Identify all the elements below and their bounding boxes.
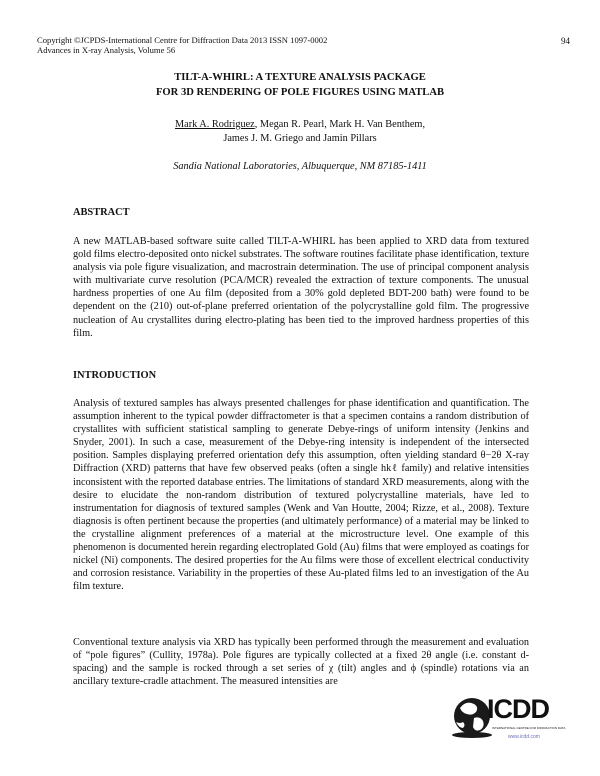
text-line: film texture.	[73, 581, 124, 593]
abstract-paragraph	[73, 235, 529, 340]
text-line: and ϕ (spindle) rotations via an ancillary texture-cradle attachment. The measured intensities are	[73, 663, 529, 688]
text-line: that have few observed peaks (often a single hkℓ family) and relative intensities inconsistent with	[73, 463, 529, 488]
introduction-heading: INTRODUCTION	[73, 370, 157, 381]
introduction-paragraph-2	[73, 636, 529, 688]
text-line: orientation defy this assumption, often yielding standard θ−2θ X-ray Diffraction (XRD) patterns	[73, 450, 529, 475]
text-line: desire to elucidate the non-random distribution of textured polycrystalline materials, have led to	[73, 489, 529, 501]
text-line: properties of this film.	[73, 314, 529, 339]
copyright-notice	[37, 36, 327, 55]
text-line: phase identification, texture analysis via pole figure visualization, and macrostrain	[73, 249, 529, 274]
icdd-logo	[450, 688, 568, 748]
title-line-2: FOR 3D RENDERING OF POLE FIGURES USING MATLAB	[155, 87, 445, 98]
text-line: textured gold films electro-deposited onto nickel substrates. The software routines facilitate	[73, 236, 529, 261]
text-line: A new MATLAB-based software suite called TILT-A-WHIRL has been applied to XRD data from	[73, 236, 496, 247]
text-line: 2θ angle (i.e. constant d-spacing) and the sample is rocked through a set series of χ (tilt) angles	[73, 650, 529, 675]
affiliation: Sandia National Laboratories, Albuquerque, NM 87185-1411	[173, 161, 427, 172]
text-line: contains a random distribution of crystallites with sufficient statistical sampling to generate	[73, 411, 529, 436]
text-line: determination. The use of principal component analysis with multivariate curve resolution	[73, 262, 529, 287]
text-line: electroplated Gold (Au) films that were employed as coatings for nickel (Ni) components. The	[73, 542, 529, 567]
text-line: Debye-rings of uniform intensity (Jenkins and Snyder, 2001). In such a case, measurement of	[73, 424, 529, 449]
text-line: (PCA/MCR) revealed the extraction of texture components. The unusual hardness properties of	[73, 275, 529, 300]
introduction-paragraph-1	[73, 397, 529, 593]
text-line: the reported database entries. The limitations of standard XRD measurements, along with the	[145, 476, 529, 488]
logo-tagline: INTERNATIONAL CENTRE FOR DIFFRACTION DATA	[492, 726, 566, 730]
text-line: the (210) out-of-plane preferred orientation of the polycrystalline gold film. The progressive	[133, 301, 529, 313]
corresponding-author: Mark A. Rodriguez	[174, 119, 255, 130]
text-line: Conventional texture analysis via XRD has typically been performed through the measurement	[73, 637, 469, 648]
author-line-1	[0, 118, 600, 132]
logo-url: www.icdd.com	[508, 734, 540, 740]
abstract-heading: ABSTRACT	[73, 207, 130, 218]
text-line: one Au film (deposited from a 30% gold depleted BDT-200 bath) were found to be dependent on	[73, 288, 529, 313]
author-list	[0, 118, 600, 146]
co-authors: , Megan R. Pearl, Mark H. Van Benthem,	[254, 119, 426, 130]
text-line: of a material may be linked to the crystalline alignment preferences of a material at the	[73, 515, 529, 540]
text-line: 2008). Texture diagnosis is often pertinent because the properties (and ultimately performance)	[73, 502, 529, 527]
text-line: resistance. Variability in the properties of these Au-plated films led to an investigation of the Au	[132, 568, 529, 580]
journal-line: Advances in X-ray Analysis, Volume 56	[37, 44, 176, 55]
author-line-2: James J. M. Griego and Jamin Pillars	[223, 133, 377, 144]
text-line: microstructure level. One example of this phenomenon is documented herein regarding	[73, 528, 529, 554]
text-line: nucleation of Au crystallites during electro-plating has been tied to the improved hardness	[73, 314, 458, 326]
page-number: 94	[561, 36, 570, 46]
text-line: quantification. The assumption inherent to the typical powder diffractometer is that a specimen	[73, 398, 529, 423]
title-line-1: TILT-A-WHIRL: A TEXTURE ANALYSIS PACKAGE	[174, 72, 426, 83]
text-line: desired properties for the Au films were those of excellent electrical conductivity and corrosion	[73, 555, 529, 580]
text-line: instrumentation for diagnosis of textured samples (Wenk and Van Houtte, 2004; Rizze, et al.,	[73, 502, 469, 514]
text-line: and evaluation of “pole figures” (Cullity, 1978a). Pole figures are typically collected at a fixed	[73, 637, 529, 662]
paper-title	[0, 70, 600, 100]
copyright-line: Copyright ©JCPDS-International Centre for Diffraction Data 2013 ISSN 1097-0002	[37, 35, 328, 45]
text-line: the Debye-ring intensity is independent of the intersected position. Samples displaying preferred	[73, 437, 529, 462]
text-line: Analysis of textured samples has always presented challenges for phase identification and	[73, 398, 451, 409]
logo-wordmark: ICDD	[487, 694, 549, 724]
